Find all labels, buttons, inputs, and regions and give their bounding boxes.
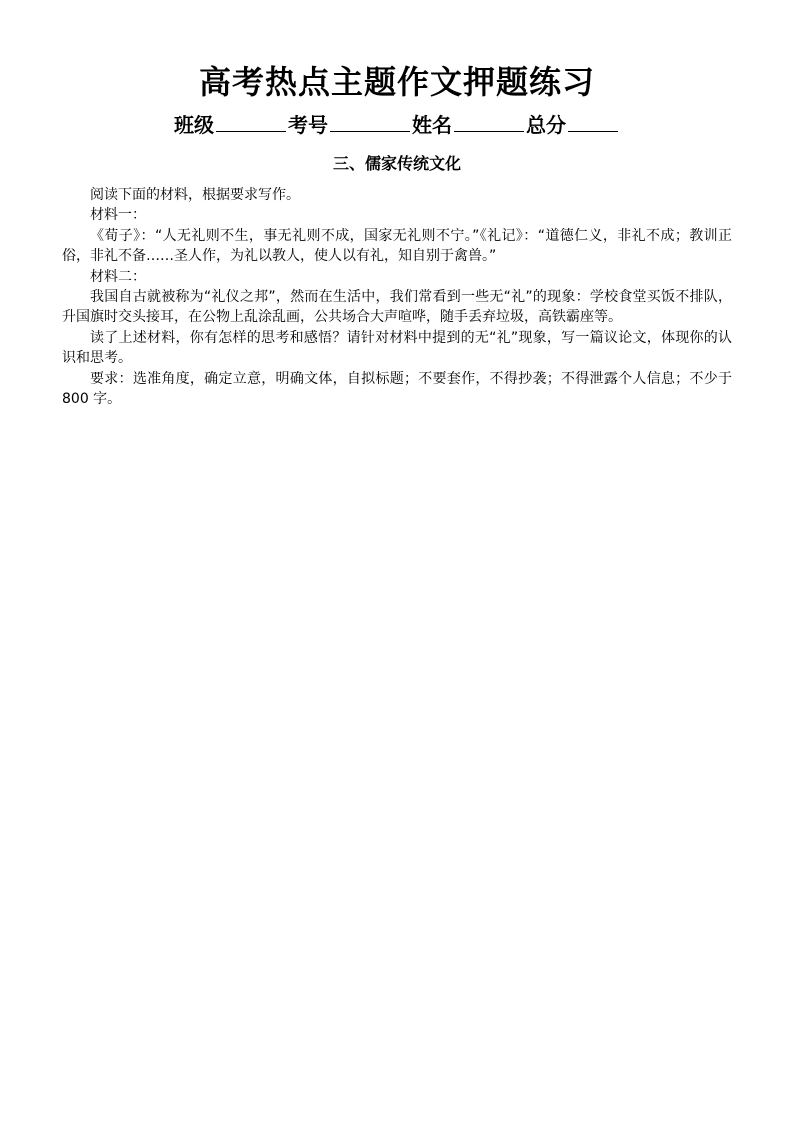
task-paragraph: 读了上述材料，你有怎样的思考和感悟？请针对材料中提到的无“礼”现象，写一篇议论文，体现你的认识和思考。 xyxy=(62,329,732,367)
score-blank xyxy=(568,111,618,132)
material-one-text: 《荀子》：“人无礼则不生，事无礼则不成，国家无礼则不宁。”《礼记》：“道德仁义，非礼不成；教训正俗，非礼不备……圣人作，为礼以教人，使人以有礼，知自别于禽兽。” xyxy=(62,227,732,265)
material-two-text: 我国自古就被称为“礼仪之邦”，然而在生活中，我们常看到一些无“礼”的现象：学校食堂买饭不排队，升国旗时交头接耳，在公物上乱涂乱画，公共场合大声喧哗，随手丢弃垃圾，高铁霸座等。 xyxy=(62,289,732,326)
class-blank xyxy=(216,111,286,132)
material-one-label: 材料一： xyxy=(90,207,146,224)
prompt-body xyxy=(62,185,732,409)
name-field xyxy=(412,111,526,139)
requirements-paragraph: 要求：选准角度，确定立意，明确文体，自拟标题；不要套作，不得抄袭；不得泄露个人信息；不少于 800 字。 xyxy=(62,370,732,408)
material-two-label: 材料二： xyxy=(90,268,146,285)
score-field xyxy=(526,111,620,139)
class-label: 班级 xyxy=(174,113,214,137)
class-field xyxy=(174,111,288,139)
exam-number-label: 考号 xyxy=(288,113,328,137)
student-info-line xyxy=(0,111,794,139)
name-blank xyxy=(454,111,524,132)
exam-number-blank xyxy=(330,111,410,132)
section-heading: 三、儒家传统文化 xyxy=(332,154,461,173)
instruction-paragraph: 阅读下面的材料，根据要求写作。 xyxy=(90,187,300,203)
name-label: 姓名 xyxy=(412,113,452,137)
exam-number-field xyxy=(288,111,412,139)
page-title: 高考热点主题作文押题练习 xyxy=(198,63,595,101)
score-label: 总分 xyxy=(526,113,566,137)
